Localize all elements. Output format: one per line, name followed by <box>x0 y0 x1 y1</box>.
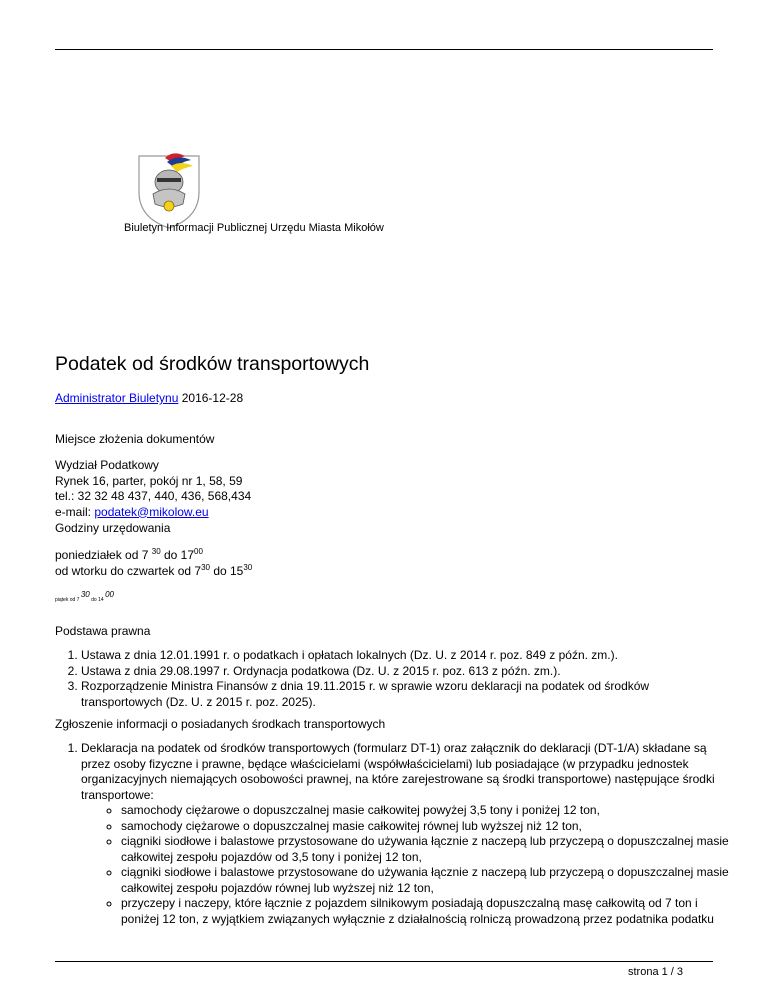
address-line: Wydział Podatkowy <box>55 458 159 472</box>
list-item: ◦ ciągniki siodłowe i balastowe przystosowane do używania łącznie z naczepą lub przyczepą o dopuszczalnej masie całkowitej zespołu pojazdów równej lub wyższej niż 12 ton, <box>121 865 731 896</box>
page-title: Podatek od środków transportowych <box>55 353 370 375</box>
hours-line: poniedziałek od 7 $^{30}$ do $17^{00}$ <box>55 547 203 562</box>
bottom-divider <box>55 961 713 962</box>
legal-heading: Podstawa prawna <box>55 624 151 638</box>
bip-name: Biuletyn Informacji Publicznej Urzędu Miasta Mikołów <box>124 222 384 234</box>
hours-block <box>55 548 252 579</box>
list-item: 3. Rozporządzenie Ministra Finansów z dnia 19.11.2015 r. w sprawie wzoru deklaracji na podatek od środków transportowych (Dz. U. z 2015 r. poz. 2025). <box>81 679 731 710</box>
legal-basis-list <box>55 648 731 710</box>
tiny-hours-line: piątek od 7 30 do 14 00 <box>55 590 114 603</box>
coat-of-arms-icon <box>135 148 203 230</box>
email-line <box>55 505 251 521</box>
vehicle-type-list <box>81 803 731 927</box>
top-divider <box>55 49 713 50</box>
address-block <box>55 458 251 520</box>
email-link[interactable]: podatek@mikolow.eu <box>94 504 209 519</box>
list-item: 1. Ustawa z dnia 12.01.1991 r. o podatkach i opłatach lokalnych (Dz. U. z 2014 r. poz. 849 z późn. zm.). <box>81 648 731 664</box>
address-line: Rynek 16, parter, pokój nr 1, 58, 59 <box>55 473 243 488</box>
article-meta <box>55 391 243 405</box>
email-label: e-mail: <box>55 504 95 519</box>
hours-heading: Godziny urzędowania <box>55 521 171 535</box>
hours-line: od wtorku do czwartek od $7^{30}$ do $15^{30}$ <box>55 562 253 578</box>
registration-list <box>55 741 731 927</box>
list-item: 2. Ustawa z dnia 29.08.1997 r. Ordynacja podatkowa (Dz. U. z 2015 r. poz. 613 z późn. zm.). <box>81 664 731 680</box>
place-heading: Miejsce złożenia dokumentów <box>55 432 215 446</box>
list-item: ◦ samochody ciężarowe o dopuszczalnej masie całkowitej równej lub wyższej niż 12 ton, <box>121 819 731 835</box>
address-line: tel.: 32 32 48 437, 440, 436, 568,434 <box>55 489 252 503</box>
list-item: ◦ samochody ciężarowe o dopuszczalnej masie całkowitej powyżej 3,5 tony i poniżej 12 ton, <box>121 803 731 819</box>
registration-heading: Zgłoszenie informacji o posiadanych środkach transportowych <box>55 717 386 731</box>
list-item: 1. Deklaracja na podatek od środków transportowych (formularz DT-1) oraz załącznik do deklaracji (DT-1/A) składane są przez osoby fizyczne i prawne, będące właścicielami (współwłaścicielami) lub posiadające (w przypadku jednostek organizacyjnych niemających osobowości prawnej, na które zarejestrowane są środki transportowe) następujące środki transportowe: ◦ samochody ciężarowe o dopuszczalnej masie całkowitej powyżej 3,5 tony i poniżej 12 ton, ◦ samochody ciężarowe o dopuszczalnej masie całkowitej równej lub wyższej niż 12 ton, ◦ ciągniki siodłowe i balastowe przystosowane do używania łącznie z naczepą lub przyczepą o dopuszczalnej masie całkowitej zespołu pojazdów od 3,5 tony i poniżej 12 ton, ◦ ciągniki siodłowe i balastowe przystosowane do używania łącznie z naczepą lub przyczepą o dopuszczalnej masie całkowitej zespołu pojazdów równej lub wyższej niż 12 ton, ◦ przyczepy i naczepy, które łącznie z pojazdem silnikowym posiadają dopuszczalną masę całkowitą od 7 ton i poniżej 12 ton, z wyjątkiem związanych wyłącznie z działalnością rolniczą prowadzoną przez podatnika podatku <box>81 741 731 927</box>
author-link[interactable]: Administrator Biuletynu <box>55 391 179 405</box>
list-item: ◦ ciągniki siodłowe i balastowe przystosowane do używania łącznie z naczepą lub przyczepą o dopuszczalnej masie całkowitej zespołu pojazdów od 3,5 tony i poniżej 12 ton, <box>121 834 731 865</box>
page-number: strona 1 / 3 <box>628 966 684 978</box>
list-item: ◦ przyczepy i naczepy, które łącznie z pojazdem silnikowym posiadają dopuszczalną masę całkowitą od 7 ton i poniżej 12 ton, z wyjątkiem związanych wyłącznie z działalnością rolniczą prowadzoną przez podatnika podatku <box>121 896 731 927</box>
publish-date: 2016-12-28 <box>181 391 244 405</box>
